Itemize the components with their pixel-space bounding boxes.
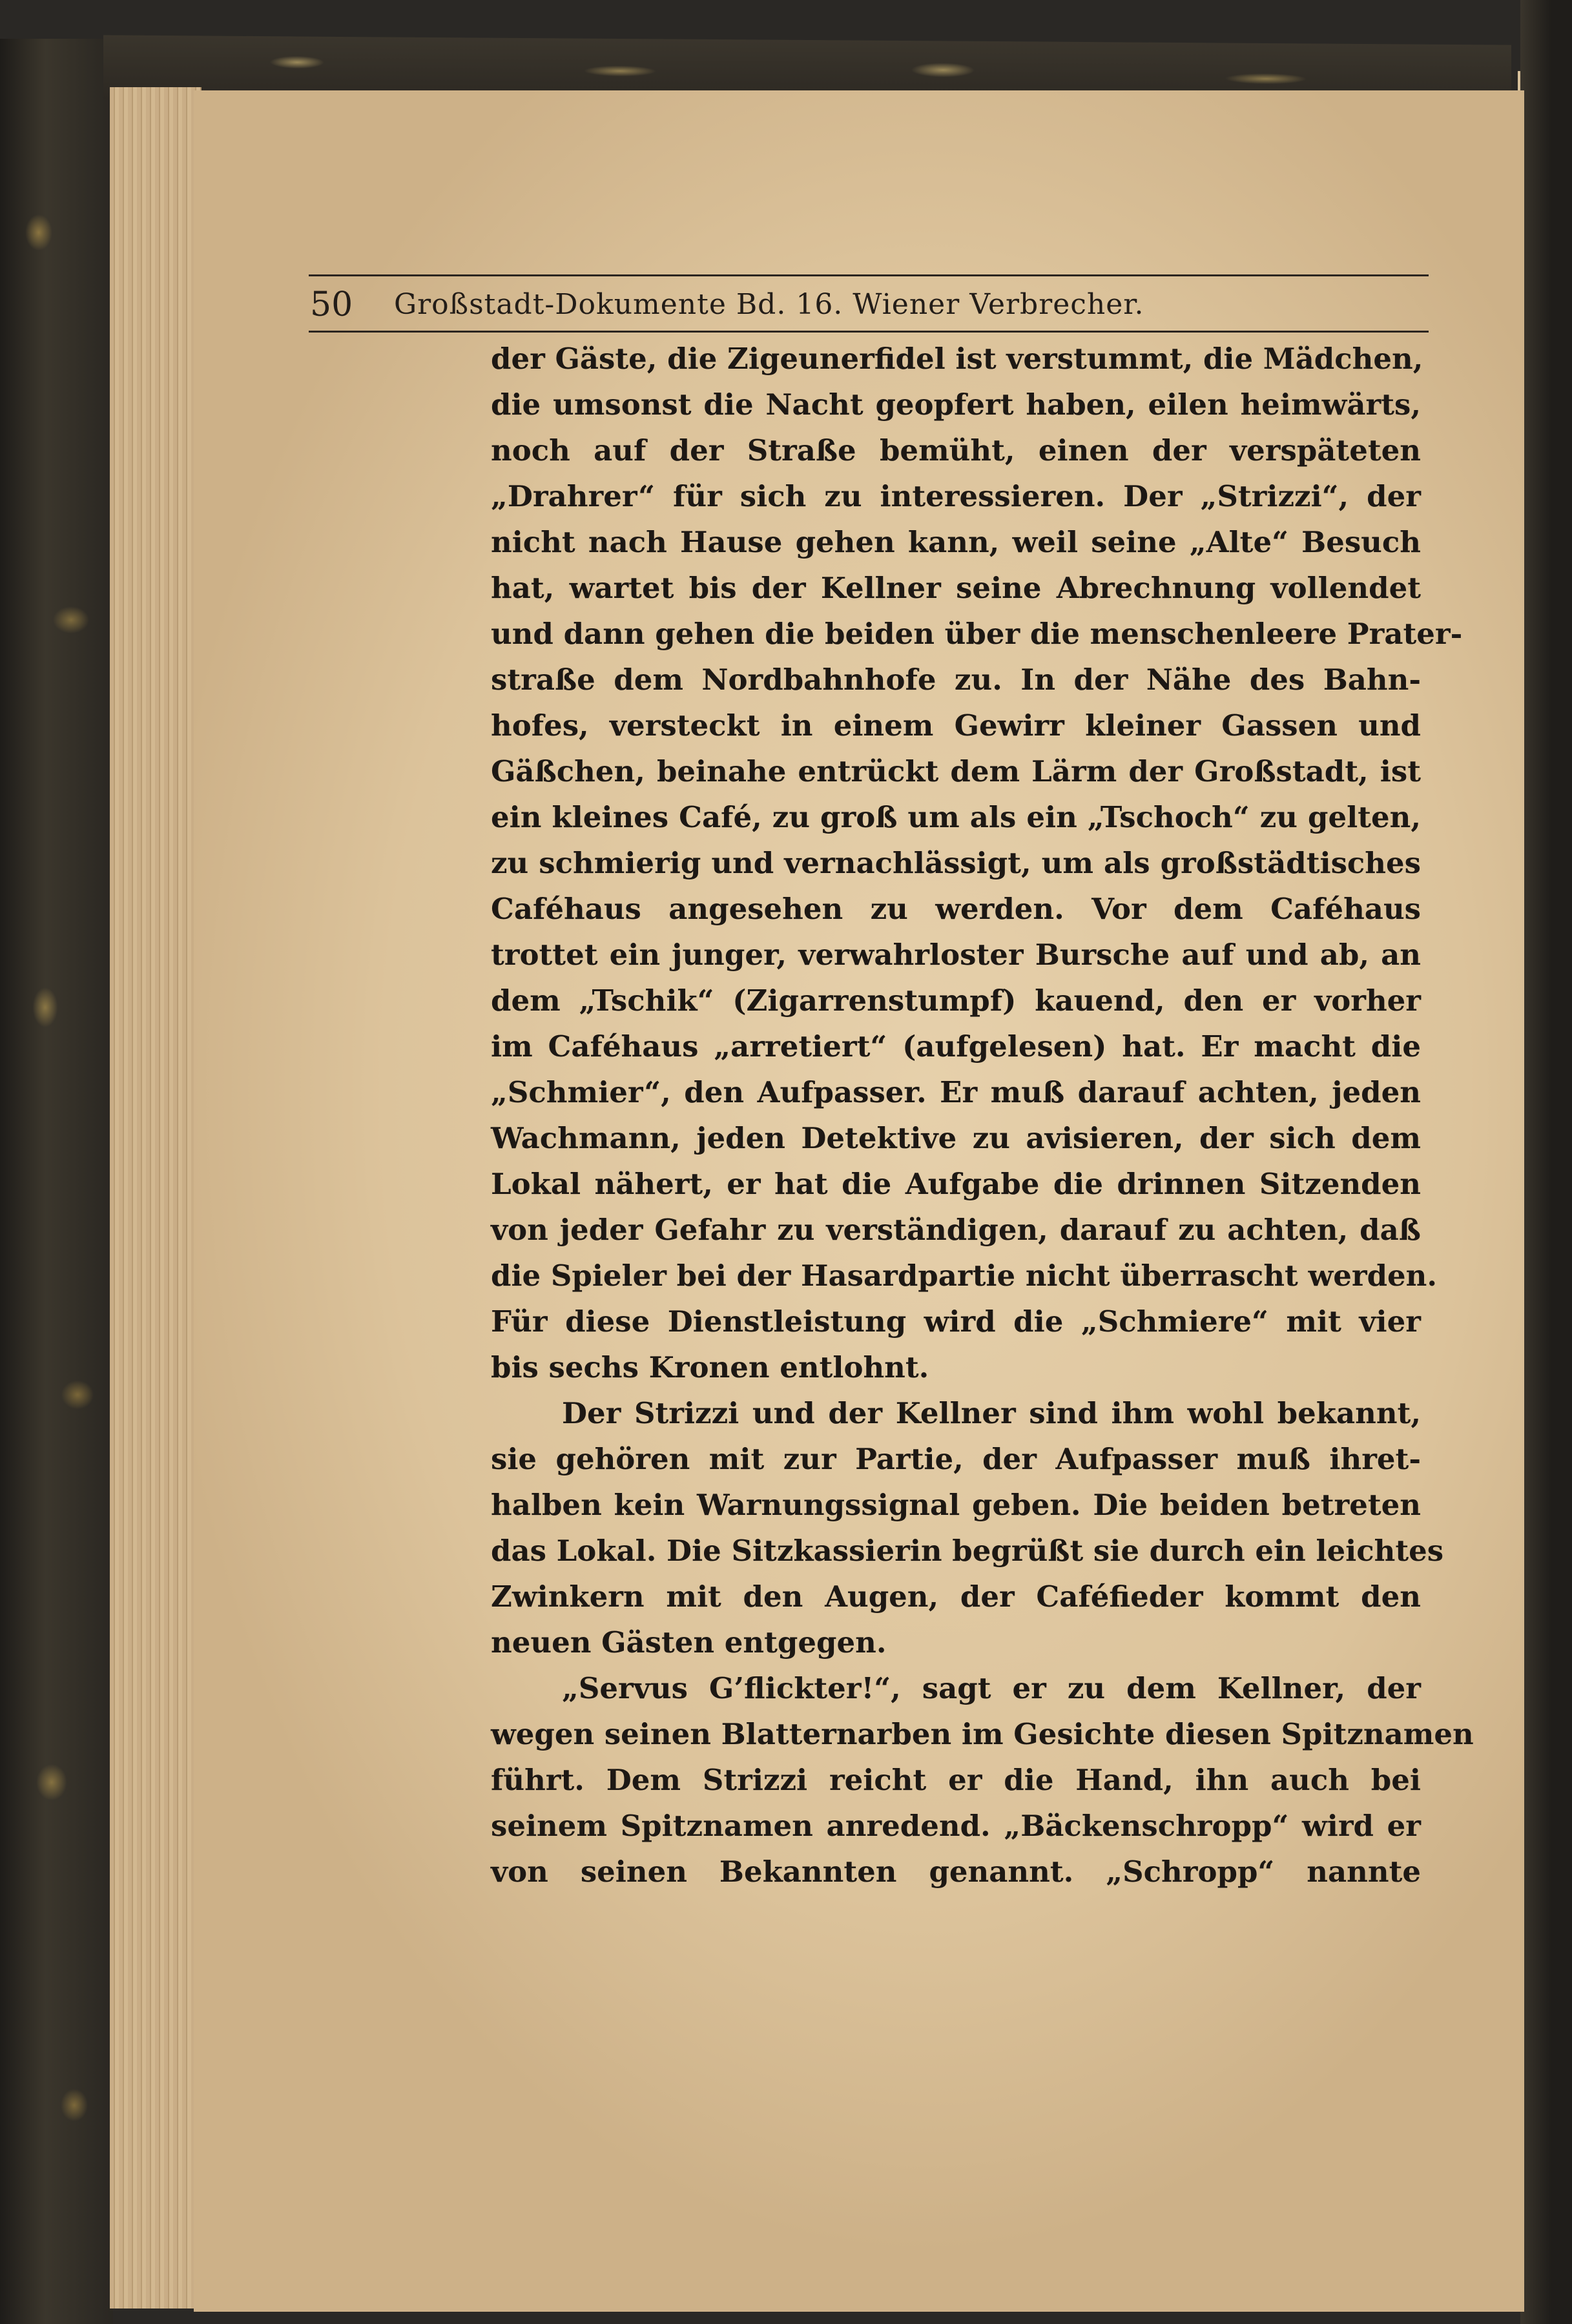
text-line: im Caféhaus „arretiert“ (aufgelesen) hat. Er macht die bbox=[491, 1029, 1421, 1064]
text-line: hat, wartet bis der Kellner seine Abrechnung vollendet bbox=[491, 571, 1421, 605]
text-line: bis sechs Kronen entlohnt. bbox=[491, 1350, 929, 1384]
body-text bbox=[491, 336, 1474, 1895]
running-title: Großstadt-Dokumente Bd. 16. Wiener Verbrecher. bbox=[394, 288, 1144, 321]
text-line: von seinen Bekannten genannt. „Schropp“ nannte bbox=[491, 1855, 1421, 1889]
text-line: Lokal nähert, er hat die Aufgabe die drinnen Sitzenden bbox=[491, 1167, 1421, 1201]
text-line: führt. Dem Strizzi reicht er die Hand, ihn auch bei bbox=[491, 1763, 1421, 1797]
text-line: neuen Gästen entgegen. bbox=[491, 1625, 887, 1660]
text-line: „Schmier“, den Aufpasser. Er muß darauf achten, jeden bbox=[491, 1075, 1421, 1109]
text-line: seinem Spitznamen anredend. „Bäckenschropp“ wird er bbox=[491, 1809, 1421, 1843]
text-line: noch auf der Straße bemüht, einen der verspäteten bbox=[491, 433, 1421, 468]
text-line: halben kein Warnungssignal geben. Die beiden betreten bbox=[491, 1488, 1421, 1522]
text-line: zu schmierig und vernachlässigt, um als großstädtisches bbox=[491, 846, 1421, 880]
page-number: 50 bbox=[310, 285, 353, 324]
book-binding bbox=[0, 39, 113, 2324]
text-line: Caféhaus angesehen zu werden. Vor dem Caféhaus bbox=[491, 892, 1421, 926]
text-line: wegen seinen Blatternarben im Gesichte diesen Spitznamen bbox=[491, 1717, 1474, 1751]
text-line: Der Strizzi und der Kellner sind ihm wohl bekannt, bbox=[562, 1396, 1421, 1430]
text-line: der Gäste, die Zigeunerfidel ist verstummt, die Mädchen, bbox=[491, 342, 1423, 376]
text-line: Gäßchen, beinahe entrückt dem Lärm der Großstadt, ist bbox=[491, 754, 1421, 788]
page-stack-edge bbox=[110, 87, 202, 2309]
text-line: straße dem Nordbahnhofe zu. In der Nähe des Bahn- bbox=[491, 663, 1421, 697]
text-line: „Drahrer“ für sich zu interessieren. Der „Strizzi“, der bbox=[491, 479, 1421, 513]
text-line: Wachmann, jeden Detektive zu avisieren, der sich dem bbox=[491, 1121, 1421, 1155]
header-rule-top bbox=[309, 274, 1429, 276]
running-header bbox=[310, 278, 1427, 329]
right-dark-edge bbox=[1520, 0, 1572, 2324]
text-line: nicht nach Hause gehen kann, weil seine „Alte“ Besuch bbox=[491, 525, 1421, 559]
text-line: dem „Tschik“ (Zigarrenstumpf) kauend, den er vorher bbox=[491, 983, 1421, 1018]
text-line: sie gehören mit zur Partie, der Aufpasser muß ihret- bbox=[491, 1442, 1421, 1476]
text-line: und dann gehen die beiden über die menschenleere Prater- bbox=[491, 617, 1463, 651]
header-rule-bottom bbox=[309, 331, 1429, 333]
text-line: Zwinkern mit den Augen, der Caféfieder kommt den bbox=[491, 1579, 1421, 1614]
text-line: von jeder Gefahr zu verständigen, darauf zu achten, daß bbox=[491, 1213, 1421, 1247]
text-line: „Servus G’flickter!“, sagt er zu dem Kellner, der bbox=[562, 1671, 1421, 1705]
text-line: hofes, versteckt in einem Gewirr kleiner Gassen und bbox=[491, 708, 1421, 743]
text-line: die Spieler bei der Hasardpartie nicht überrascht werden. bbox=[491, 1259, 1438, 1293]
text-line: trottet ein junger, verwahrloster Bursche auf und ab, an bbox=[491, 938, 1421, 972]
text-line: das Lokal. Die Sitzkassierin begrüßt sie durch ein leichtes bbox=[491, 1534, 1444, 1568]
text-line: ein kleines Café, zu groß um als ein „Tschoch“ zu gelten, bbox=[491, 800, 1421, 834]
text-line: Für diese Dienstleistung wird die „Schmiere“ mit vier bbox=[491, 1304, 1421, 1339]
text-line: die umsonst die Nacht geopfert haben, eilen heimwärts, bbox=[491, 387, 1421, 422]
